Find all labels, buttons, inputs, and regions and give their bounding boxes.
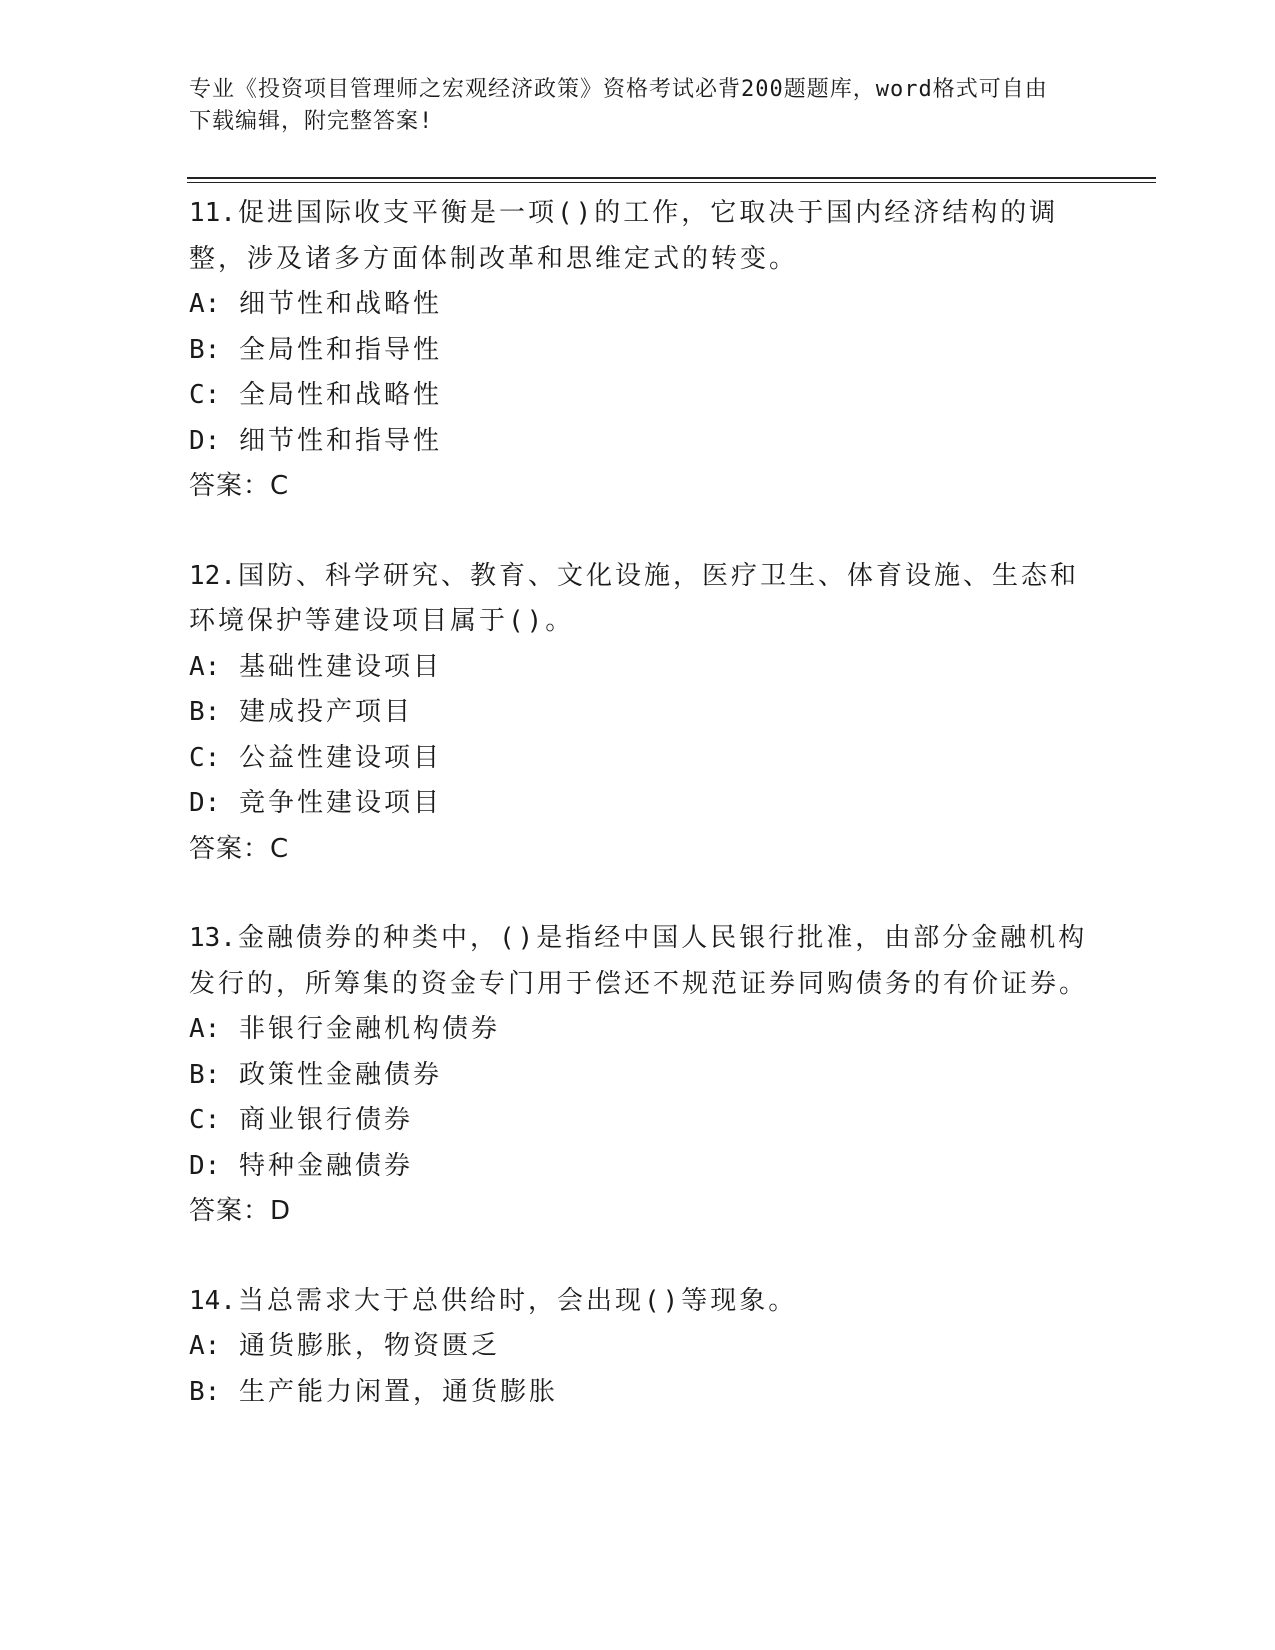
option-c — [189, 736, 1089, 782]
option-d — [189, 781, 1089, 827]
option-letter: B: — [189, 334, 221, 365]
question-text: 国防、科学研究、教育、文化设施，医疗卫生、体育设施、生态和环境保护等建设项目属于()。 — [189, 560, 1079, 636]
question-number: 11. — [189, 198, 236, 228]
question-text: 当总需求大于总供给时，会出现()等现象。 — [237, 1285, 798, 1316]
question-text: 促进国际收支平衡是一项()的工作，它取决于国内经济结构的调整，涉及诸多方面体制改革和思维定式的转变。 — [189, 198, 1059, 274]
option-letter: A: — [189, 289, 221, 319]
option-text: 公益性建设项目 — [238, 742, 442, 773]
option-b — [189, 1053, 1089, 1099]
option-a — [189, 1324, 1089, 1370]
answer-line: 答案：D — [189, 1196, 292, 1226]
option-letter: A: — [189, 651, 221, 682]
option-text: 政策性金融债券 — [238, 1059, 442, 1090]
option-a — [189, 282, 1089, 328]
option-letter: D: — [189, 788, 221, 818]
option-letter: C: — [189, 380, 221, 410]
option-letter: C: — [189, 742, 221, 773]
question-text: 金融债券的种类中，()是指经中国人民银行批准，由部分金融机构发行的，所筹集的资金专门用于偿还不规范证券同购债务的有价证券。 — [189, 923, 1089, 999]
option-text: 通货膨胀，物资匮乏 — [238, 1331, 500, 1361]
question-number: 12. — [189, 560, 236, 591]
option-text: 生产能力闲置，通货膨胀 — [238, 1376, 558, 1407]
option-text: 全局性和战略性 — [238, 380, 442, 410]
option-letter: C: — [189, 1105, 221, 1135]
document-header: 专业《投资项目管理师之宏观经济政策》资格考试必背200题题库，word格式可自由下载编辑，附完整答案! — [189, 77, 1048, 134]
question-12 — [189, 554, 1089, 873]
question-list — [189, 191, 1089, 1459]
question-number: 13. — [189, 923, 236, 953]
option-text: 非银行金融机构债券 — [238, 1014, 500, 1044]
option-text: 全局性和指导性 — [238, 334, 442, 365]
header-divider-thin — [187, 182, 1156, 183]
question-stem — [189, 554, 1089, 645]
header-divider-thick — [187, 177, 1156, 179]
option-c — [189, 1098, 1089, 1144]
question-stem — [189, 1279, 1089, 1325]
option-text: 基础性建设项目 — [238, 651, 442, 682]
option-b — [189, 328, 1089, 374]
option-letter: B: — [189, 697, 221, 727]
option-a — [189, 1007, 1089, 1053]
question-number: 14. — [189, 1285, 236, 1316]
question-stem — [189, 916, 1089, 1007]
question-13 — [189, 916, 1089, 1235]
option-text: 细节性和战略性 — [238, 289, 442, 319]
option-text: 建成投产项目 — [238, 697, 413, 727]
option-text: 竞争性建设项目 — [238, 788, 442, 818]
option-letter: B: — [189, 1059, 221, 1090]
option-text: 细节性和指导性 — [238, 425, 442, 456]
option-letter: D: — [189, 1150, 221, 1181]
option-text: 商业银行债券 — [238, 1105, 413, 1135]
question-14 — [189, 1279, 1089, 1416]
option-b — [189, 1370, 1089, 1416]
option-letter: A: — [189, 1014, 221, 1044]
option-text: 特种金融债券 — [238, 1150, 413, 1181]
option-d — [189, 419, 1089, 465]
option-c — [189, 373, 1089, 419]
option-letter: A: — [189, 1331, 221, 1361]
option-a — [189, 645, 1089, 691]
option-letter: D: — [189, 425, 221, 456]
question-11 — [189, 191, 1089, 510]
answer-line: 答案：C — [189, 833, 290, 864]
option-letter: B: — [189, 1376, 221, 1407]
option-d — [189, 1144, 1089, 1190]
option-b — [189, 690, 1089, 736]
answer-line: 答案：C — [189, 471, 290, 501]
question-stem — [189, 191, 1089, 282]
